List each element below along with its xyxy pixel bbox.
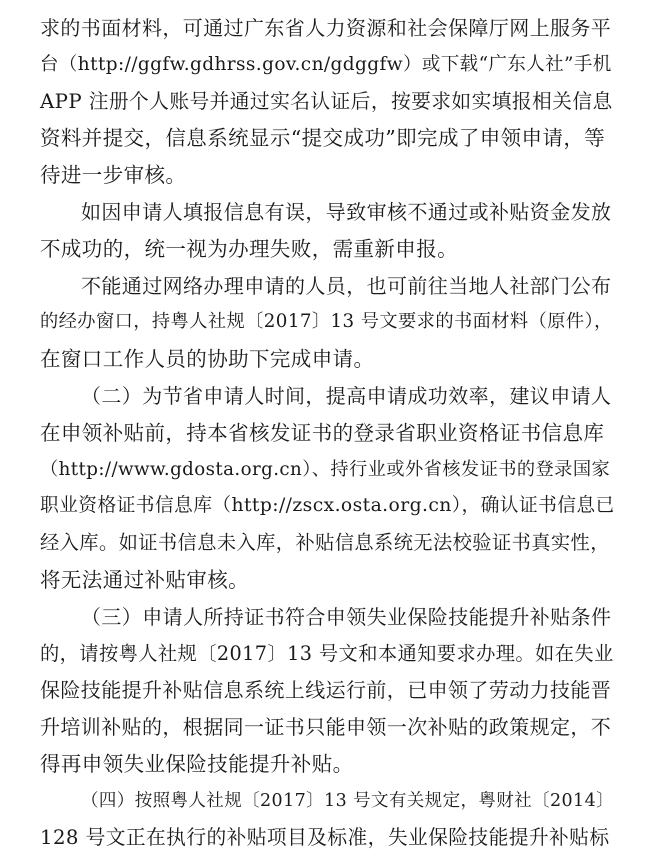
text-line: 待进一步审核。: [40, 163, 187, 188]
text-line: 经入库。如证书信息未入库，补贴信息系统无法校验证书真实性，: [40, 531, 610, 555]
paragraph-start-line: 如因申请人填报信息有误，导致审核不通过或补贴资金发放: [81, 199, 612, 224]
text-line-with-url: 台（http://ggfw.gdhrss.gov.cn/gdggfw）或下载“广东人社”手机: [40, 53, 612, 75]
paragraph-start-line: 不能通过网络办理申请的人员，也可前往当地人社部门公布: [81, 273, 612, 298]
text-line: 128 号文正在执行的补贴项目及标准，失业保险技能提升补贴标: [40, 825, 610, 849]
text-line: 升培训补贴的，根据同一证书只能申领一次补贴的政策规定，不: [40, 715, 612, 740]
text-line: 资料并提交，信息系统显示“提交成功”即完成了申领申请，等: [40, 126, 606, 151]
section-two-heading-line: （二）为节省申请人时间，提高申请成功效率，建议申请人: [81, 383, 612, 408]
text-line-with-url: （http://www.gdosta.org.cn）、持行业或外省核发证书的登录国家: [40, 458, 611, 480]
text-line-with-url: 职业资格证书信息库（http://zscx.osta.org.cn），确认证书信息已: [40, 495, 615, 517]
section-three-heading-line: （三）申请人所持证书符合申领失业保险技能提升补贴条件: [81, 604, 612, 629]
text-line: 不成功的，统一视为办理失败，需重新申报。: [40, 236, 458, 261]
text-line: 求的书面材料，可通过广东省人力资源和社会保障厅网上服务平: [40, 16, 612, 40]
text-line: APP 注册个人账号并通过实名认证后，按要求如实填报相关信息: [40, 89, 613, 113]
text-line: 的，请按粤人社规〔2017〕13 号文和本通知要求办理。如在失业: [40, 641, 614, 665]
text-line: 的经办窗口，持粤人社规〔2017〕13 号文要求的书面材料（原件），: [40, 311, 613, 333]
section-four-heading-line: （四）按照粤人社规〔2017〕13 号文有关规定，粤财社〔2014〕: [81, 790, 615, 811]
text-line: 将无法通过补贴审核。: [40, 567, 249, 592]
text-line: 在窗口工作人员的协助下完成申请。: [40, 347, 375, 372]
text-line: 保险技能提升补贴信息系统上线运行前，已申领了劳动力技能晋: [40, 678, 612, 703]
text-line: 得再申领失业保险技能提升补贴。: [40, 751, 354, 776]
document-page: [40, 10, 615, 856]
text-line: 在申领补贴前，持本省核发证书的登录省职业资格证书信息库: [40, 420, 605, 445]
